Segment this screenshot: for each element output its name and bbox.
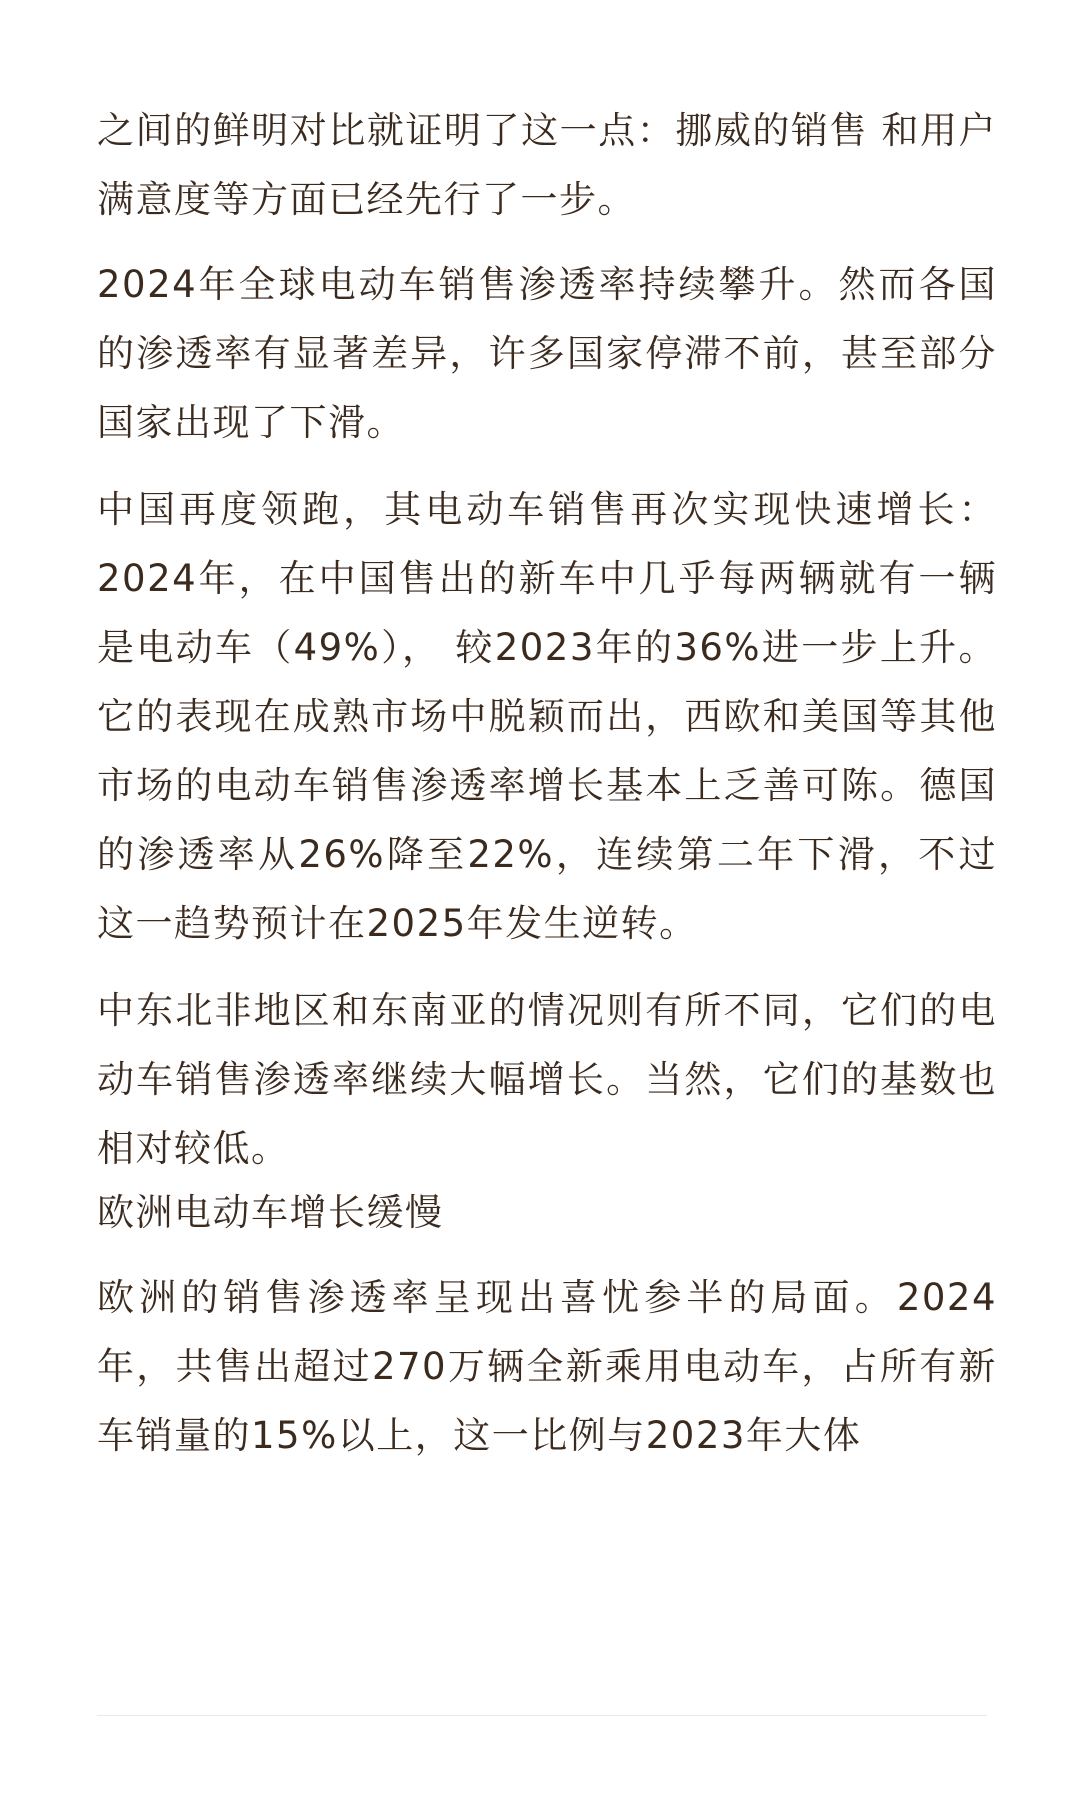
paragraph-norway-comparison: 之间的鲜明对比就证明了这一点：挪威的销售 和用户满意度等方面已经先行了一步。 [97,109,997,221]
paragraph-global-penetration: 2024年全球电动车销售渗透率持续攀升。然而各国的渗透率有显著差异，许多国家停滞不前，甚至部分国家出现了下滑。 [97,263,997,444]
bottom-divider [97,1715,987,1716]
paragraph-china-lead: 中国再度领跑，其电动车销售再次实现快速增长：2024年，在中国售出的新车中几乎每两辆就有一辆是电动车（49%）， 较2023年的36%进一步上升。它的表现在成熟市场中脱颖而出，西欧和美国等其他市场的电动车销售渗透率增长基本上乏善可陈。德国的渗透率从26%降至22%，连续第二年下滑，不过这一趋势预计在2025年发生逆转。 [97,488,997,945]
paragraph-mena-sea: 中东北非地区和东南亚的情况则有所不同，它们的电动车销售渗透率继续大幅增长。当然，它们的基数也相对较低。 [97,989,997,1170]
section-heading-europe: 欧洲电动车增长缓慢 [97,1191,444,1234]
article-body [97,96,997,1470]
paragraph-europe-sales: 欧洲的销售渗透率呈现出喜忧参半的局面。2024年，共售出超过270万辆全新乘用电动车，占所有新车销量的15%以上，这一比例与2023年大体 [97,1276,997,1457]
